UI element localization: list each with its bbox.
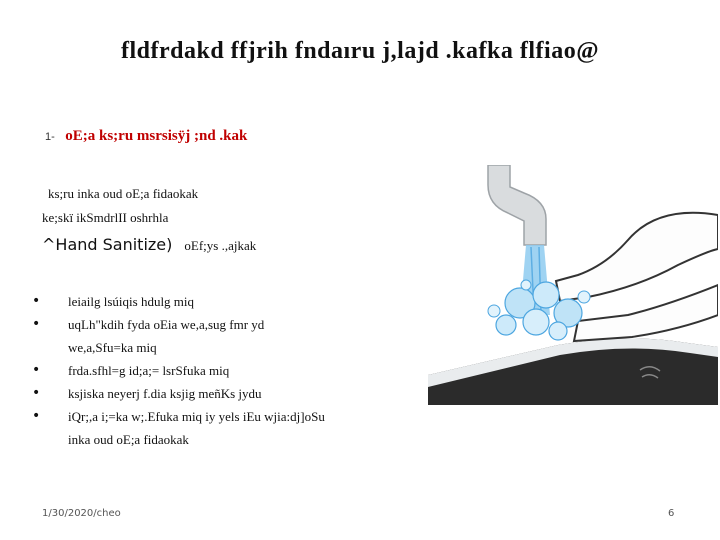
bullet-item: • frda.sfhl=g id;a;= lsrSfuka miq xyxy=(32,359,432,382)
subheading-text: oE;a ks;ru msrsisÿj ;nd .kak xyxy=(65,128,248,144)
subheading-number: 1- xyxy=(45,131,55,143)
paragraph-line-1: ks;ru inka oud oE;a fidaokak xyxy=(48,186,199,201)
hand-washing-illustration xyxy=(428,165,718,405)
paragraph-line-3-sinhala: oEf;ys .,ajkak xyxy=(184,238,257,253)
faucet-icon xyxy=(488,165,546,245)
page-number: 6 xyxy=(668,508,675,519)
bullet-item: • ksjiska neyerj f.dia ksjig meñKs jydu xyxy=(32,382,432,405)
upper-arm-icon xyxy=(556,213,718,301)
bullet-item: • iQr;,a i;=ka w;.Efuka miq iy yels iEu wjia:dj]oSu xyxy=(32,405,432,428)
footer-date: 1/30/2020/cheo xyxy=(42,508,121,519)
hand-sanitize-term: ^Hand Sanitize) xyxy=(42,235,173,254)
bullet-dot: • xyxy=(32,316,41,332)
section-subheading xyxy=(45,128,247,145)
bullet-dot: • xyxy=(32,293,41,309)
paragraph-line-2: ke;skï ikSmdrlII oshrhla xyxy=(42,210,169,225)
bullet-item: • uqLh"kdih fyda oEia we,a,sug fmr yd xyxy=(32,313,432,336)
bullet-item: • leiailg lsúiqis hdulg miq xyxy=(32,290,432,313)
slide-title: fldfrdakd ffjrih fndaıru j,lajd .kafka flfiao@ xyxy=(120,38,600,64)
bullet-dot: • xyxy=(32,408,41,424)
bullet-continuation: inka oud oE;a fidaokak xyxy=(68,432,189,447)
bullet-dot: • xyxy=(32,385,41,401)
paragraph-line-3 xyxy=(42,235,256,254)
bullet-continuation: we,a,Sfu=ka miq xyxy=(68,340,157,355)
bullet-list xyxy=(32,290,432,451)
bullet-dot: • xyxy=(32,362,41,378)
